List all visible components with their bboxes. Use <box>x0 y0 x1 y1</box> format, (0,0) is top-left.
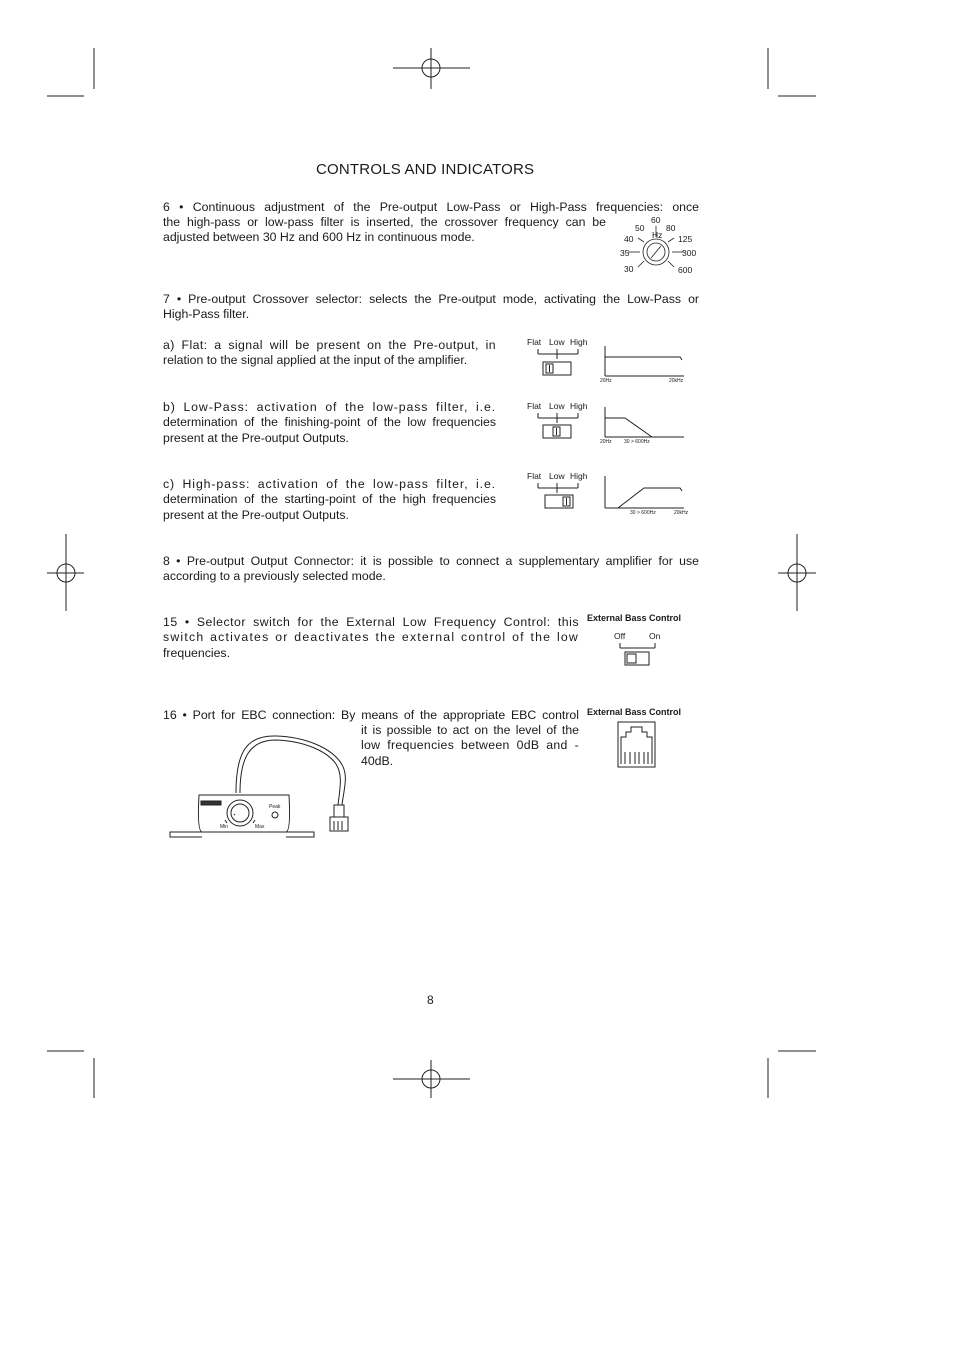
knob-label-50: 50 <box>635 223 645 233</box>
crossover-switch-low <box>526 401 596 443</box>
switch-label-flat: Flat <box>527 337 542 347</box>
section-7a-line-2: relation to the signal applied at the input of the amplifier. <box>163 353 468 368</box>
response-graph-low-pass <box>598 407 690 449</box>
graph-c-label-crossover: 30 > 600Hz <box>630 510 656 516</box>
graph-a-label-end: 20kHz <box>669 378 684 384</box>
section-15-line-1: 15 • Selector switch for the External Low Frequency Control: this <box>163 615 579 629</box>
section-15-line-3: frequencies. <box>163 645 230 660</box>
knob-label-125: 125 <box>678 234 693 244</box>
section-6-line-3: adjusted between 30 Hz and 600 Hz in continuous mode. <box>163 230 475 245</box>
device-peak-label: Peak <box>269 804 281 810</box>
ebc-port-figure <box>587 707 699 771</box>
section-7c <box>163 477 496 523</box>
section-7a-line-1: a) Flat: a signal will be present on the Pre-output, in <box>163 338 496 352</box>
section-7a <box>163 338 496 369</box>
section-8-line-2: according to a previously selected mode. <box>163 569 386 584</box>
section-7 <box>163 292 699 323</box>
switch-label-high: High <box>570 337 588 347</box>
device-max-label: Max <box>255 824 265 830</box>
crossover-switch-flat <box>526 337 596 379</box>
section-7c-line-1: c) High-pass: activation of the low-pass filter, i.e. <box>163 477 496 491</box>
section-6-body <box>163 215 606 246</box>
ebc-switch-on-label: On <box>649 631 661 641</box>
section-7b-line-2: determination of the finishing-point of the low frequencies <box>163 415 496 430</box>
section-7c-line-3: present at the Pre-output Outputs. <box>163 507 349 522</box>
page-number: 8 <box>427 993 434 1007</box>
ebc-remote-device <box>166 733 356 839</box>
response-graph-high-pass <box>598 476 690 518</box>
ebc-switch-figure <box>587 613 699 669</box>
graph-c-label-end: 20kHz <box>674 510 689 516</box>
ebc-port-title: External Bass Control <box>587 707 682 717</box>
section-7b <box>163 400 496 446</box>
switch-label-low: Low <box>549 337 565 347</box>
section-16-line-4: 40dB. <box>361 753 394 768</box>
page-title: CONTROLS AND INDICATORS <box>316 161 535 178</box>
knob-label-300: 300 <box>682 248 697 258</box>
section-7-line-1: 7 • Pre-output Crossover selector: selects the Pre-output mode, activating the Low-Pass or <box>163 292 699 306</box>
section-16-line-1: 16 • Port for EBC connection: By means of the appropriate EBC control <box>163 708 579 722</box>
section-15-line-2: switch activates or deactivates the external control of the low <box>163 630 579 645</box>
section-16-line-3: low frequencies between 0dB and - <box>361 738 579 753</box>
knob-label-35: 35 <box>620 248 630 258</box>
knob-label-60: 60 <box>651 215 661 225</box>
section-15 <box>163 615 579 661</box>
section-7b-line-3: present at the Pre-output Outputs. <box>163 430 349 445</box>
graph-b-label-start: 20Hz <box>600 439 612 445</box>
section-7-line-2: High-Pass filter. <box>163 307 250 322</box>
knob-label-30: 30 <box>624 264 634 274</box>
switch-label-flat: Flat <box>527 401 542 411</box>
device-min-label: Min <box>220 824 229 830</box>
section-16-body <box>361 723 579 769</box>
section-16 <box>163 708 579 723</box>
switch-label-flat: Flat <box>527 471 542 481</box>
knob-label-600: 600 <box>678 265 693 275</box>
knob-unit-label: Hz <box>652 230 663 240</box>
switch-label-low: Low <box>549 401 565 411</box>
ebc-switch-off-label: Off <box>614 631 626 641</box>
section-8 <box>163 554 699 585</box>
section-7b-line-1: b) Low-Pass: activation of the low-pass filter, i.e. <box>163 400 496 414</box>
frequency-knob-figure <box>610 212 700 278</box>
section-6-line-2: the high-pass or low-pass filter is inserted, the crossover frequency can be <box>163 215 606 229</box>
response-graph-flat <box>598 346 690 388</box>
section-6-line-1: 6 • Continuous adjustment of the Pre-output Low-Pass or High-Pass frequencies: once <box>163 200 699 214</box>
section-7c-line-2: determination of the starting-point of the high frequencies <box>163 492 496 507</box>
knob-label-40: 40 <box>624 234 634 244</box>
graph-a-label-start: 20Hz <box>600 378 612 384</box>
section-8-line-1: 8 • Pre-output Output Connector: it is possible to connect a supplementary amplifier for use <box>163 554 699 568</box>
knob-label-80: 80 <box>666 223 676 233</box>
graph-b-label-crossover: 30 > 600Hz <box>624 439 650 445</box>
crossover-switch-high <box>526 471 596 513</box>
switch-label-low: Low <box>549 471 565 481</box>
switch-label-high: High <box>570 401 588 411</box>
switch-label-high: High <box>570 471 588 481</box>
section-16-line-2: it is possible to act on the level of the <box>361 723 579 737</box>
ebc-switch-title: External Bass Control <box>587 613 682 623</box>
